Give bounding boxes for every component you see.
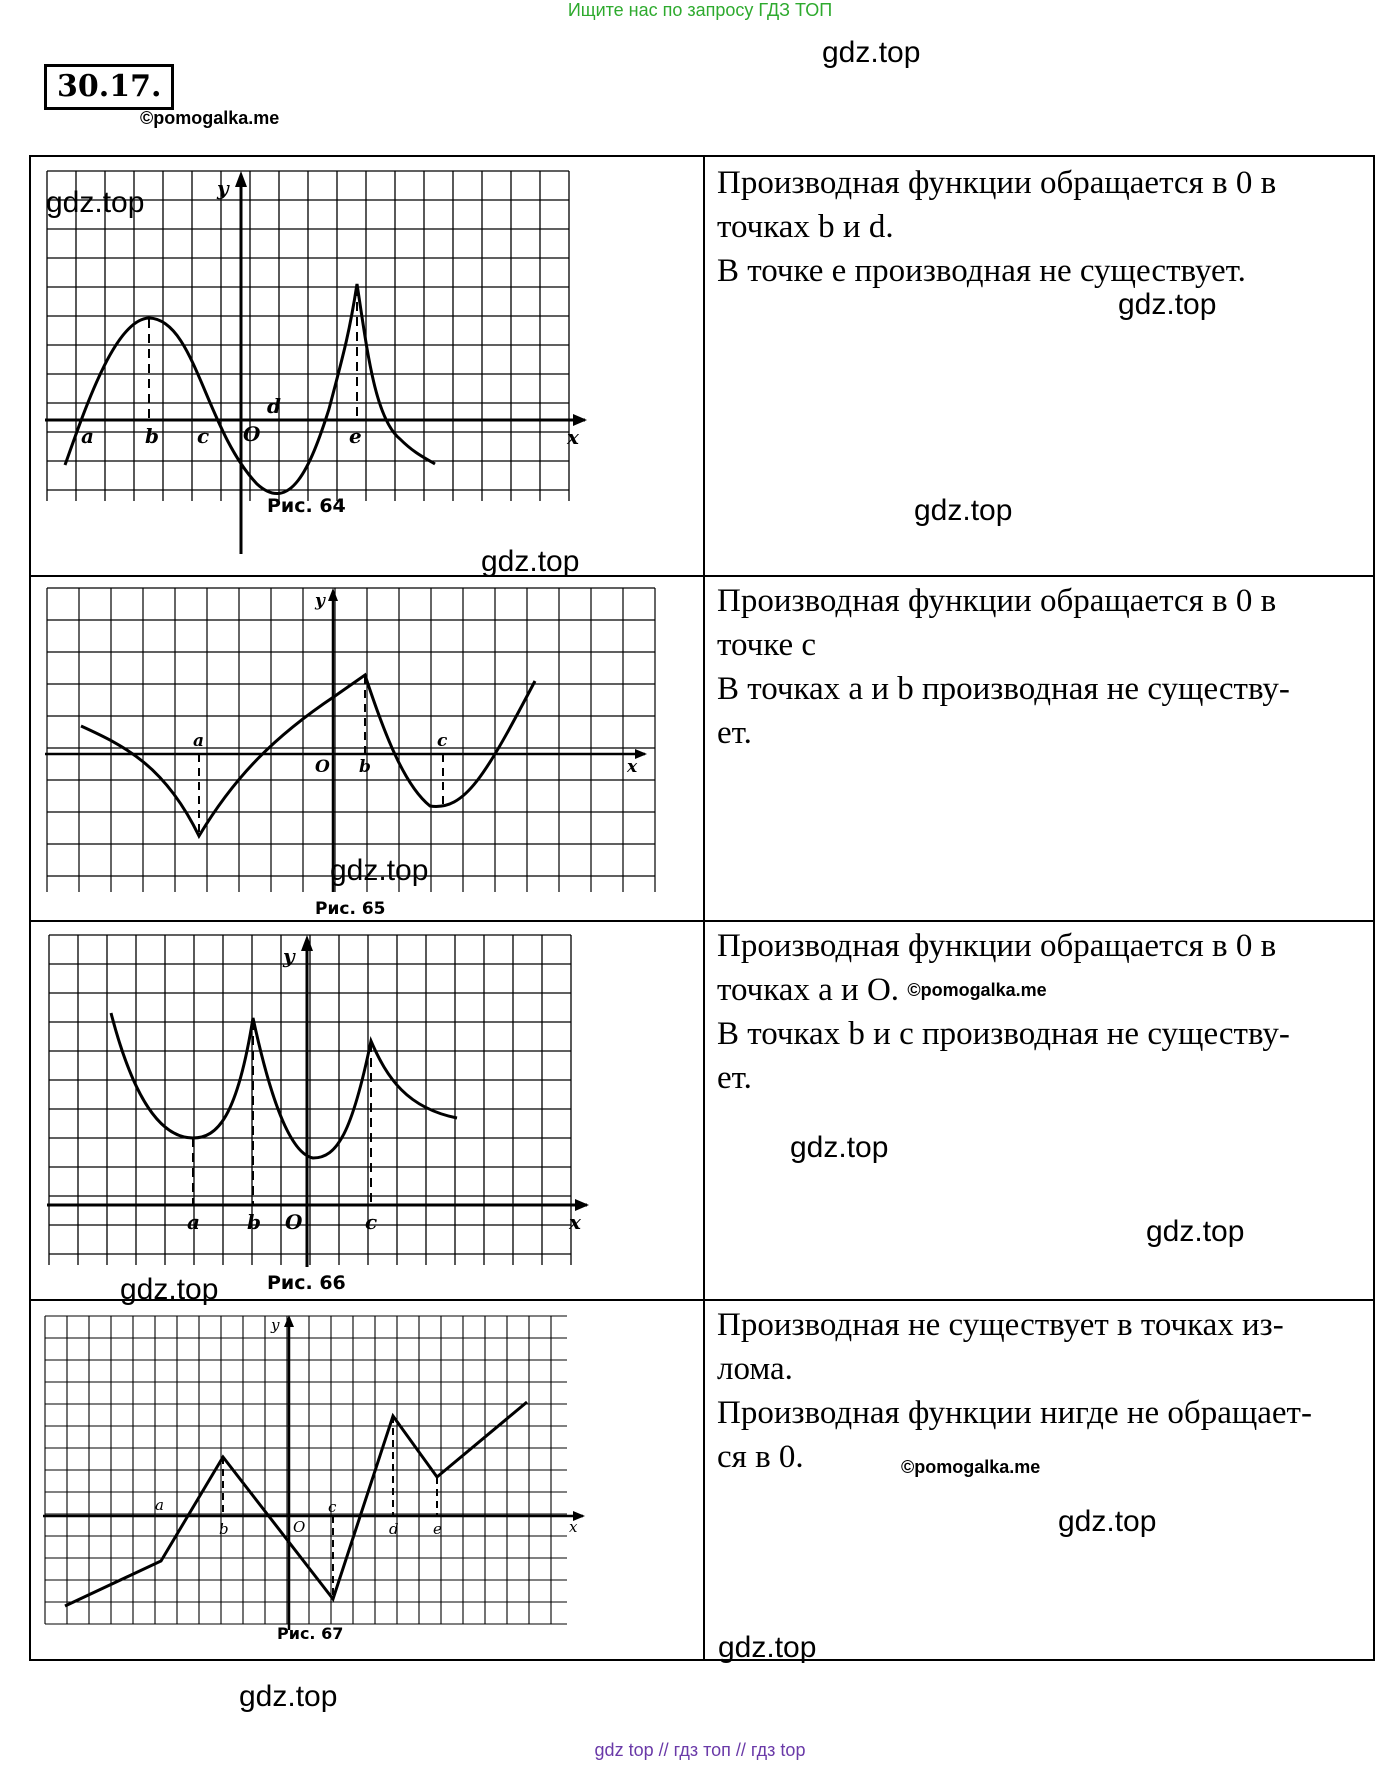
watermark: gdz.top (481, 545, 580, 578)
answer-text-67 (717, 1303, 1392, 1479)
figure-caption: Рис. 66 (267, 1272, 346, 1294)
text-line: В точке e производная не существует. (717, 253, 1246, 289)
text-line: Производная функции обращается в 0 в (717, 928, 1277, 964)
text-line: В точках a и b производная не существу- (717, 671, 1290, 707)
answer-text-65 (717, 579, 1392, 755)
text-line: лома. (717, 1351, 793, 1387)
label-x: x (627, 757, 638, 777)
watermark: gdz.top (718, 1631, 817, 1664)
answer-table (29, 155, 1375, 1661)
watermark: gdz.top (1058, 1505, 1157, 1538)
figure-66 (47, 933, 607, 1273)
text-line: ся в 0. (717, 1439, 804, 1475)
watermark: gdz.top (790, 1131, 889, 1164)
label-e: e (433, 1520, 442, 1538)
label-y: y (217, 176, 229, 200)
label-c: c (437, 731, 448, 751)
figure-caption: Рис. 65 (315, 899, 386, 919)
label-a: a (187, 1210, 200, 1234)
graph-67 (43, 1314, 603, 1644)
figure-caption: Рис. 64 (267, 495, 346, 517)
text-line: ет. (717, 715, 752, 751)
answer-text-66 (717, 924, 1392, 1100)
text-line: Производная не существует в точках из- (717, 1307, 1284, 1343)
label-y: y (271, 1316, 280, 1334)
text-line: Производная функции обращается в 0 в (717, 165, 1277, 201)
label-origin: O (243, 422, 261, 446)
answer-text-64 (717, 161, 1392, 293)
label-y: y (315, 591, 325, 611)
label-c: c (365, 1210, 378, 1234)
label-a: a (81, 424, 94, 448)
label-origin: O (315, 757, 330, 777)
label-x: x (569, 1518, 578, 1536)
text-line: Производная функции нигде не обращает- (717, 1395, 1312, 1431)
label-y: y (283, 944, 295, 968)
text-line: точках a и O. $^{©pomogalka.me}$ (717, 972, 1047, 1008)
label-d: d (389, 1520, 399, 1538)
copyright-label: ©pomogalka.me (907, 980, 1047, 1000)
text-line: ет. (717, 1060, 752, 1096)
row-divider (31, 575, 1373, 577)
text-line: точке c (717, 627, 816, 663)
label-c: c (328, 1498, 337, 1516)
label-d: d (267, 394, 281, 418)
label-e: e (349, 424, 362, 448)
watermark: gdz.top (1146, 1215, 1245, 1248)
label-b: b (145, 424, 159, 448)
graph-66 (47, 933, 607, 1273)
label-b: b (247, 1210, 261, 1234)
label-b: b (359, 757, 371, 777)
watermark: gdz.top (822, 36, 921, 69)
watermark: gdz.top (120, 1273, 219, 1306)
label-a: a (193, 731, 205, 751)
copyright-label: ©pomogalka.me (901, 1457, 1041, 1477)
copyright-label: ©pomogalka.me (140, 108, 280, 128)
figure-67 (43, 1314, 603, 1644)
text-line: В точках b и c производная не существу- (717, 1016, 1290, 1052)
figure-caption: Рис. 67 (277, 1624, 344, 1643)
label-x: x (569, 1210, 581, 1234)
label-a: a (155, 1496, 164, 1514)
column-divider (703, 157, 705, 1659)
row-divider (31, 920, 1373, 922)
label-x: x (567, 425, 579, 449)
watermark: gdz.top (46, 186, 145, 219)
problem-number: 30.17. (44, 64, 174, 110)
text-line: точках b и d. (717, 209, 894, 245)
label-origin: O (293, 1518, 306, 1536)
watermark: gdz.top (330, 854, 429, 887)
search-hint: Ищите нас по запросу ГДЗ ТОП (567, 0, 833, 20)
label-b: b (219, 1520, 229, 1538)
watermark: gdz.top (239, 1680, 338, 1713)
label-origin: O (285, 1210, 303, 1234)
text-line: Производная функции обращается в 0 в (717, 583, 1277, 619)
watermark: gdz.top (1118, 288, 1217, 321)
row-divider (31, 1299, 1373, 1301)
watermark: gdz.top (914, 494, 1013, 527)
footer-links[interactable]: gdz top // гдз топ // гдз top (594, 1740, 806, 1760)
label-c: c (197, 424, 210, 448)
